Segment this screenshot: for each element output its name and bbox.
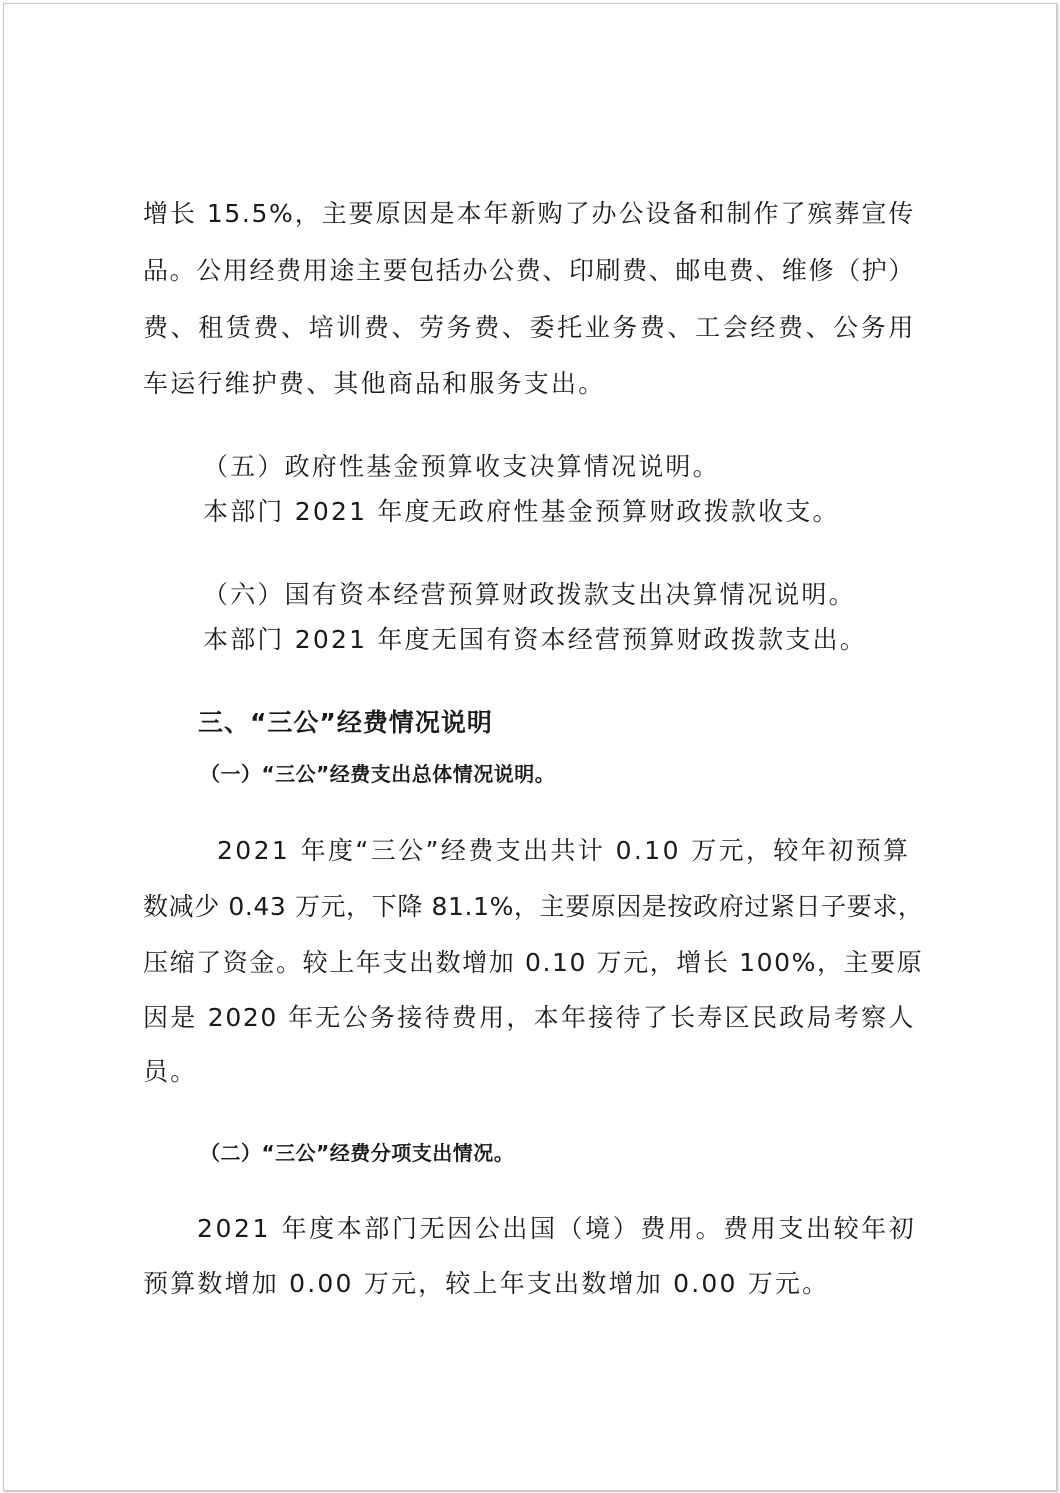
paragraph-line: 2021 年度本部门无因公出国（境）费用。费用支出较年初 <box>197 1214 917 1243</box>
paragraph-line: 因是 2020 年无公务接待费用，本年接待了长寿区民政局考察人 <box>143 1003 915 1032</box>
section-body: 本部门 2021 年度无政府性基金预算财政拨款收支。 <box>203 497 840 526</box>
section-title: （五）政府性基金预算收支决算情况说明。 <box>203 452 720 481</box>
paragraph-line: 数减少 0.43 万元，下降 81.1%，主要原因是按政府过紧日子要求， <box>143 892 924 921</box>
paragraph-line: 预算数增加 0.00 万元，较上年支出数增加 0.00 万元。 <box>143 1269 830 1298</box>
paragraph-line: 车运行维护费、其他商品和服务支出。 <box>143 369 606 398</box>
section-title: （六）国有资本经营预算财政拨款支出决算情况说明。 <box>203 580 856 609</box>
paragraph-line: 员。 <box>143 1057 198 1086</box>
subsection-title: （一）“三公”经费支出总体情况说明。 <box>200 762 556 786</box>
subsection-title: （二）“三公”经费分项支出情况。 <box>200 1141 515 1165</box>
paragraph-line: 2021 年度“三公”经费支出共计 0.10 万元，较年初预算 <box>217 836 911 865</box>
paragraph-line: 增长 15.5%，主要原因是本年新购了办公设备和制作了殡葬宣传 <box>143 199 915 228</box>
part-heading: 三、“三公”经费情况说明 <box>198 708 493 737</box>
paragraph-line: 品。公用经费用途主要包括办公费、印刷费、邮电费、维修（护） <box>143 256 915 285</box>
paragraph-line: 压缩了资金。较上年支出数增加 0.10 万元，增长 100%，主要原 <box>143 948 924 977</box>
section-body: 本部门 2021 年度无国有资本经营预算财政拨款支出。 <box>203 625 867 654</box>
paragraph-line: 费、租赁费、培训费、劳务费、委托业务费、工会经费、公务用 <box>143 313 915 342</box>
